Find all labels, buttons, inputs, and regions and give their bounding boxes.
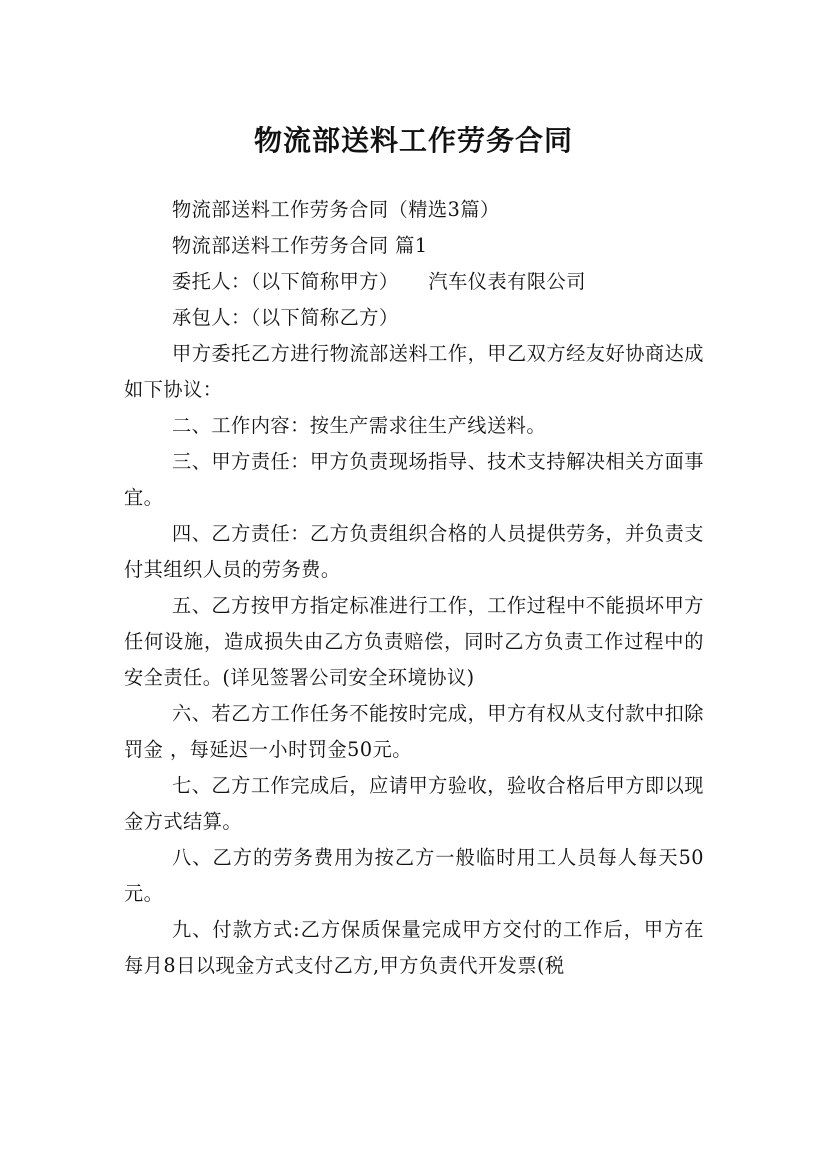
paragraph-clause-5: 五、乙方按甲方指定标准进行工作，工作过程中不能损坏甲方任何设施，造成损失由乙方负责赔偿，同时乙方负责工作过程中的安全责任。(详见签署公司安全环境协议) [124, 594, 704, 689]
paragraph-clause-4: 四、乙方责任：乙方负责组织合格的人员提供劳务，并负责支付其组织人员的劳务费。 [124, 522, 704, 581]
paragraph-clause-8: 八、乙方的劳务费用为按乙方一般临时用工人员每人每天50元。 [124, 846, 704, 905]
paragraph-clause-7: 七、乙方工作完成后，应请甲方验收，验收合格后甲方即以现金方式结算。 [124, 774, 704, 833]
paragraph-contractor: 承包人：（以下简称乙方） [172, 306, 399, 329]
paragraph-subtitle: 物流部送料工作劳务合同（精选3篇） [172, 198, 500, 221]
paragraph-chapter-heading: 物流部送料工作劳务合同 篇1 [172, 234, 428, 257]
document-title: 物流部送料工作劳务合同 [253, 123, 573, 157]
paragraph-clause-2: 二、工作内容：按生产需求往生产线送料。 [172, 414, 547, 437]
paragraph-intro: 甲方委托乙方进行物流部送料工作，甲乙双方经友好协商达成如下协议： [124, 342, 704, 401]
paragraph-clause-9: 九、付款方式:乙方保质保量完成甲方交付的工作后，甲方在每月8日以现金方式支付乙方,甲方负责代开发票(税 [124, 918, 704, 977]
document-body [124, 192, 704, 984]
paragraph-clause-3: 三、甲方责任：甲方负责现场指导、技术支持解决相关方面事宜。 [124, 450, 704, 509]
paragraph-clause-6: 六、若乙方工作任务不能按时完成，甲方有权从支付款中扣除罚金 ，每延迟一小时罚金50元。 [124, 702, 704, 761]
paragraph-client: 委托人：（以下简称甲方） 汽车仪表有限公司 [172, 270, 586, 293]
